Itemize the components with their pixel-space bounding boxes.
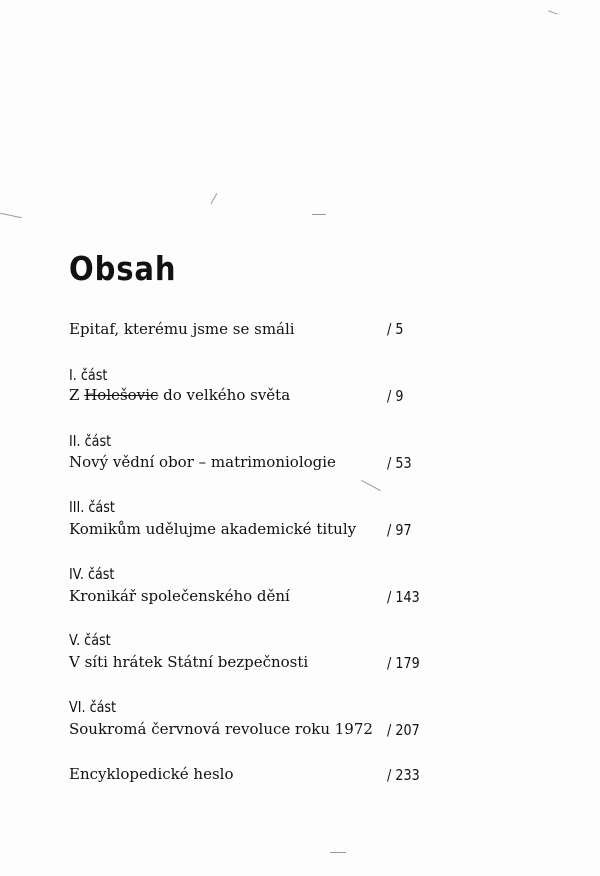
toc-part-label: III. část <box>69 498 115 516</box>
toc-entry-page: / 179 <box>387 654 420 672</box>
toc-entry-page: / 9 <box>387 387 404 405</box>
scan-speck <box>330 852 346 853</box>
toc-entry-title: V síti hrátek Státní bezpečnosti <box>69 653 309 671</box>
toc-part-label: I. část <box>69 366 108 384</box>
toc-entry-title: Encyklopedické heslo <box>69 765 234 783</box>
toc-entry-page: / 143 <box>387 588 420 606</box>
toc-entry-title <box>69 388 290 403</box>
scan-speck <box>312 214 326 215</box>
toc-entry-page: / 5 <box>387 320 404 338</box>
toc-entry-page: / 97 <box>387 521 412 539</box>
toc-entry-page: / 233 <box>387 766 420 784</box>
toc-part-label: IV. část <box>69 565 115 583</box>
scan-speck <box>211 193 218 204</box>
title-struck-word: Holešovic <box>84 386 159 404</box>
toc-entry-title: Komikům udělujme akademické tituly <box>69 520 357 538</box>
toc-entry-title: Nový vědní obor – matrimoniologie <box>69 453 336 471</box>
title-prefix: Z <box>69 386 85 404</box>
toc-entry-title: Epitaf, kterému jsme se smáli <box>69 320 295 338</box>
toc-entry-title: Kronikář společenského dění <box>69 587 290 605</box>
page-title: Obsah <box>69 249 177 288</box>
toc-part-label: VI. část <box>69 698 117 716</box>
title-suffix: do velkého světa <box>158 386 291 404</box>
scan-speck <box>0 213 22 219</box>
toc-entry-title: Soukromá červnová revoluce roku 1972 <box>69 720 373 738</box>
toc-entry-page: / 207 <box>387 721 420 739</box>
toc-part-label: V. část <box>69 631 111 649</box>
toc-entry-page: / 53 <box>387 454 412 472</box>
toc-part-label: II. část <box>69 432 112 450</box>
scan-speck <box>548 10 558 14</box>
scan-speck <box>361 480 381 491</box>
